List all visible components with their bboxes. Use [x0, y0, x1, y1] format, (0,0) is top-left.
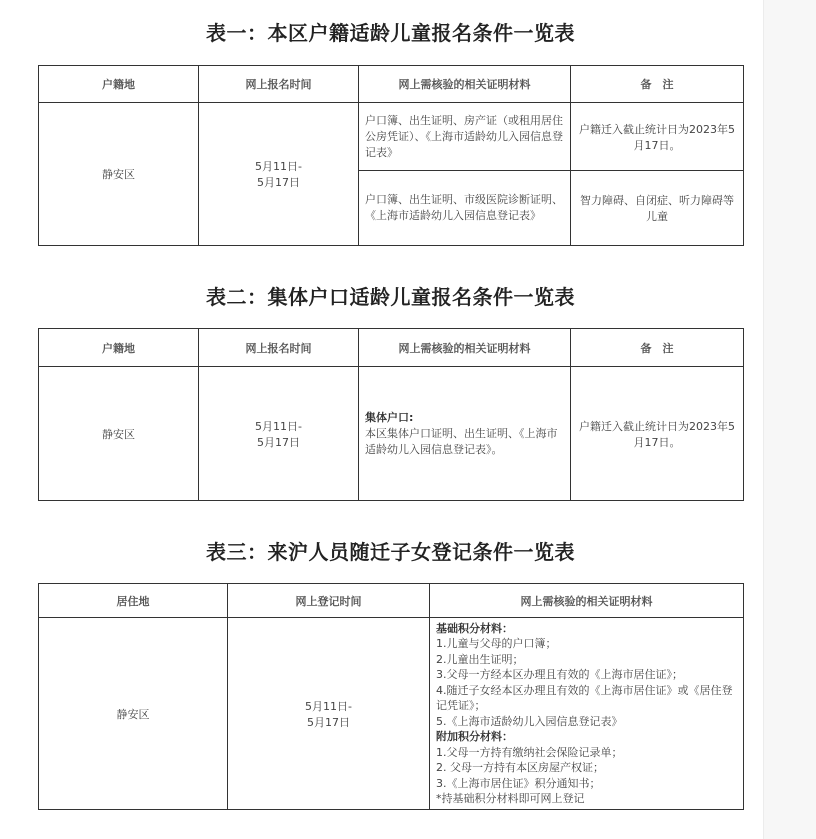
- table1-district: 静安区: [39, 103, 199, 246]
- table1-row2-note: 智力障碍、自闭症、听力障碍等儿童: [571, 171, 744, 246]
- table2-title: 表二：集体户口适龄儿童报名条件一览表: [206, 285, 575, 309]
- table2-district: 静安区: [39, 367, 199, 501]
- table1-time: 5月11日- 5月17日: [199, 103, 359, 246]
- table3-header-location: 居住地: [39, 584, 228, 618]
- table1-header-note: 备 注: [571, 66, 744, 103]
- table1-header-time: 网上报名时间: [199, 66, 359, 103]
- table3-district: 静安区: [39, 618, 228, 810]
- list-item: 4.随迁子女经本区办理且有效的《上海市居住证》或《居住登记凭证》；: [436, 683, 733, 712]
- table3-extra-heading: 附加积分材料：: [436, 730, 513, 743]
- list-item: *持基础积分材料即可网上登记: [436, 792, 585, 805]
- table1-header-location: 户籍地: [39, 66, 199, 103]
- table1-header-materials: 网上需核验的相关证明材料: [359, 66, 571, 103]
- list-item: 1.父母一方持有缴纳社会保险记录单；: [436, 745, 623, 759]
- table2-header-materials: 网上需核验的相关证明材料: [359, 329, 571, 367]
- table1-row2-materials: 户口簿、出生证明、市级医院诊断证明、《上海市适龄幼儿入园信息登记表》: [359, 171, 571, 246]
- table2-header-note: 备 注: [571, 329, 744, 367]
- list-item: 3.父母一方经本区办理且有效的《上海市居住证》；: [436, 668, 683, 681]
- table2-time: 5月11日- 5月17日: [199, 367, 359, 501]
- table2-materials: [359, 367, 571, 501]
- list-item: 5.《上海市适龄幼儿入园信息登记表》: [436, 714, 623, 728]
- table2-materials-text: 本区集体户口证明、出生证明、《上海市适龄幼儿入园信息登记表》。: [365, 426, 558, 456]
- table2-materials-heading: 集体户口:: [365, 410, 414, 424]
- table1-row1-note: 户籍迁入截止统计日为2023年5月17日。: [571, 103, 744, 171]
- page-margin-strip: [763, 0, 816, 839]
- table3-header-materials: 网上需核验的相关证明材料: [430, 584, 744, 618]
- list-item: 2.儿童出生证明；: [436, 652, 524, 666]
- table1-title: 表一：本区户籍适龄儿童报名条件一览表: [206, 21, 575, 45]
- list-item: 3.《上海市居住证》积分通知书；: [436, 776, 601, 790]
- table3-header-time: 网上登记时间: [228, 584, 430, 618]
- table1-row1-materials: 户口簿、出生证明、房产证（或租用居住公房凭证）、《上海市适龄幼儿入园信息登记表》: [359, 103, 571, 171]
- table3-basic-heading: 基础积分材料：: [436, 621, 513, 635]
- table2-note: 户籍迁入截止统计日为2023年5月17日。: [571, 367, 744, 501]
- table3-materials: [430, 618, 744, 810]
- list-item: 2. 父母一方持有本区房屋产权证；: [436, 761, 604, 774]
- table2: [38, 328, 744, 501]
- list-item: 1.儿童与父母的户口簿；: [436, 637, 557, 650]
- table3: [38, 583, 744, 810]
- table2-header-location: 户籍地: [39, 329, 199, 367]
- table3-title: 表三：来沪人员随迁子女登记条件一览表: [206, 540, 575, 564]
- table3-time: 5月11日- 5月17日: [228, 618, 430, 810]
- table2-header-time: 网上报名时间: [199, 329, 359, 367]
- table1: [38, 65, 744, 246]
